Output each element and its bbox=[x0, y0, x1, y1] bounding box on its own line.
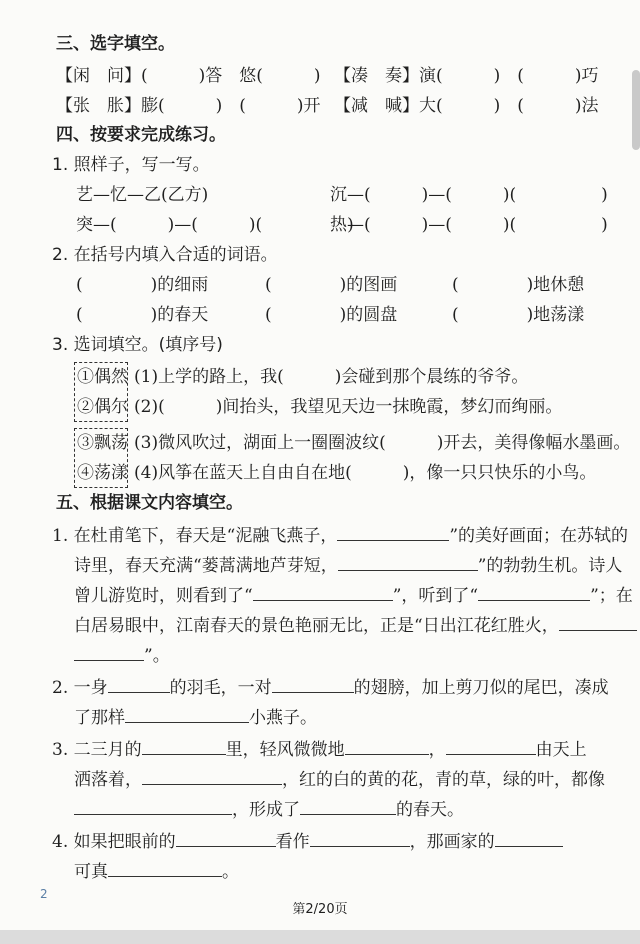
s5-q4-e: 。 bbox=[222, 862, 239, 882]
s5-q2-d: 了那样 bbox=[74, 708, 125, 728]
s5-q2-e: 小燕子。 bbox=[249, 708, 317, 728]
scrollbar[interactable] bbox=[632, 70, 640, 150]
blank[interactable] bbox=[108, 676, 170, 693]
s5-q1-line1 bbox=[52, 524, 628, 547]
s5-q1-line4 bbox=[74, 614, 637, 637]
blank[interactable] bbox=[176, 830, 276, 847]
s5-q2-c: 的翅膀，加上剪刀似的尾巴，凑成 bbox=[353, 678, 609, 698]
blank[interactable] bbox=[478, 584, 590, 601]
s5-q3-d: 由天上 bbox=[535, 740, 587, 760]
blank[interactable] bbox=[142, 768, 282, 785]
blank[interactable] bbox=[495, 830, 563, 847]
s5-q4-line1 bbox=[52, 830, 563, 853]
section4-title: 四、按要求完成练习。 bbox=[56, 125, 226, 145]
s4-p3-w4: ④荡漾 bbox=[77, 463, 128, 483]
s5-q3-line1 bbox=[52, 738, 587, 761]
s5-q1-l1b: ”的美好画面；在苏轼的 bbox=[449, 526, 629, 546]
s4-p3-w2: ②偶尔 bbox=[77, 397, 128, 417]
s5-q3-c: ， bbox=[428, 740, 446, 760]
section5-title: 五、根据课文内容填空。 bbox=[56, 493, 243, 513]
s4-p3-s1: (1)上学的路上，我( )会碰到那个晨练的爷爷。 bbox=[134, 367, 529, 387]
s4-p3-w1: ①偶然 bbox=[77, 367, 128, 387]
blank[interactable] bbox=[310, 830, 410, 847]
s5-q4-line2 bbox=[74, 860, 239, 883]
s4-p2-b2: ( )的圆盘 bbox=[265, 305, 398, 325]
s4-p1-ex4: 热—( )—( )( ) bbox=[330, 215, 608, 235]
s4-p1-ex3: 突—( )—( )( ) bbox=[76, 215, 354, 235]
s4-p2-a3: ( )地休憩 bbox=[452, 275, 585, 295]
s5-q4-b: 看作 bbox=[275, 832, 310, 852]
blank[interactable] bbox=[108, 860, 222, 877]
page-number-corner: 2 bbox=[40, 887, 48, 901]
s3-q1: 【闲 问】( )答 悠( ) bbox=[56, 66, 321, 86]
s5-q3-h: 的春天。 bbox=[396, 800, 464, 820]
s5-q3-a: 3. 二三月的 bbox=[52, 740, 142, 760]
s5-q1-l4a: 白居易眼中，江南春天的景色艳丽无比，正是“日出江花红胜火， bbox=[74, 616, 559, 636]
blank[interactable] bbox=[74, 798, 232, 815]
s5-q3-f: ，红的白的黄的花，青的草，绿的叶，都像 bbox=[282, 770, 605, 790]
s4-p1-title: 1. 照样子，写一写。 bbox=[52, 155, 210, 175]
s5-q3-g: ，形成了 bbox=[232, 800, 300, 820]
s5-q1-l1a: 1. 在杜甫笔下，春天是“泥融飞燕子， bbox=[52, 526, 338, 546]
s5-q3-line2 bbox=[74, 768, 605, 791]
blank[interactable] bbox=[345, 738, 429, 755]
blank[interactable] bbox=[446, 738, 536, 755]
s5-q3-b: 里，轻风微微地 bbox=[225, 740, 345, 760]
s4-p2-a1: ( )的细雨 bbox=[76, 275, 209, 295]
s4-p3-s2: (2)( )间抬头，我望见天边一抹晚霞，梦幻而绚丽。 bbox=[134, 397, 563, 417]
s5-q1-l2a: 诗里，春天充满“蒌蒿满地芦芽短， bbox=[74, 556, 338, 576]
s4-p3-w3: ③飘荡 bbox=[77, 433, 128, 453]
s5-q1-line5 bbox=[74, 644, 170, 667]
s5-q1-l3b: ”，听到了“ bbox=[392, 586, 479, 606]
blank[interactable] bbox=[74, 644, 144, 661]
s5-q3-e: 洒落着， bbox=[74, 770, 142, 790]
s5-q4-d: 可真 bbox=[74, 862, 108, 882]
blank[interactable] bbox=[142, 738, 226, 755]
s4-p2-b1: ( )的春天 bbox=[76, 305, 209, 325]
s3-q3: 【张 胀】膨( ) ( )开 bbox=[56, 96, 321, 116]
blank[interactable] bbox=[125, 706, 249, 723]
s5-q2-line2 bbox=[74, 706, 317, 729]
s4-p1-ex2: 沉—( )—( )( ) bbox=[330, 185, 608, 205]
s4-p2-b3: ( )地荡漾 bbox=[452, 305, 585, 325]
blank[interactable] bbox=[559, 614, 637, 631]
s5-q1-l2b: ”的勃勃生机。诗人 bbox=[477, 556, 623, 576]
s4-p3-title: 3. 选词填空。(填序号) bbox=[52, 335, 223, 355]
s4-p1-ex1: 艺—忆—乙(乙方) bbox=[76, 185, 209, 205]
blank[interactable] bbox=[272, 676, 354, 693]
s3-q4: 【减 喊】大( ) ( )法 bbox=[334, 96, 599, 116]
s5-q2-b: 的羽毛，一对 bbox=[169, 678, 272, 698]
s5-q1-line3 bbox=[74, 584, 633, 607]
s3-q2: 【凑 奏】演( ) ( )巧 bbox=[334, 66, 599, 86]
s5-q4-c: ，那画家的 bbox=[409, 832, 495, 852]
s4-p2-title: 2. 在括号内填入合适的词语。 bbox=[52, 245, 278, 265]
s4-p3-s3: (3)微风吹过，湖面上一圈圈波纹( )开去，美得像幅水墨画。 bbox=[134, 433, 631, 453]
blank[interactable] bbox=[300, 798, 396, 815]
blank[interactable] bbox=[337, 524, 449, 541]
s5-q3-line3 bbox=[74, 798, 464, 821]
s5-q1-line2 bbox=[74, 554, 622, 577]
s5-q1-l3c: ”；在 bbox=[590, 586, 633, 606]
s4-p3-s4: (4)风筝在蓝天上自由自在地( )，像一只只快乐的小鸟。 bbox=[134, 463, 597, 483]
s5-q4-a: 4. 如果把眼前的 bbox=[52, 832, 176, 852]
s4-p2-a2: ( )的图画 bbox=[265, 275, 398, 295]
section3-title: 三、选字填空。 bbox=[56, 34, 175, 54]
s5-q2-a: 2. 一身 bbox=[52, 678, 108, 698]
bottom-bar bbox=[0, 930, 640, 944]
s5-q2-line1 bbox=[52, 676, 609, 699]
s5-q1-l5: ”。 bbox=[144, 646, 170, 666]
blank[interactable] bbox=[338, 554, 478, 571]
page-indicator: 第2/20页 bbox=[292, 902, 348, 917]
blank[interactable] bbox=[253, 584, 393, 601]
s5-q1-l3a: 曾儿游览时，则看到了“ bbox=[74, 586, 253, 606]
